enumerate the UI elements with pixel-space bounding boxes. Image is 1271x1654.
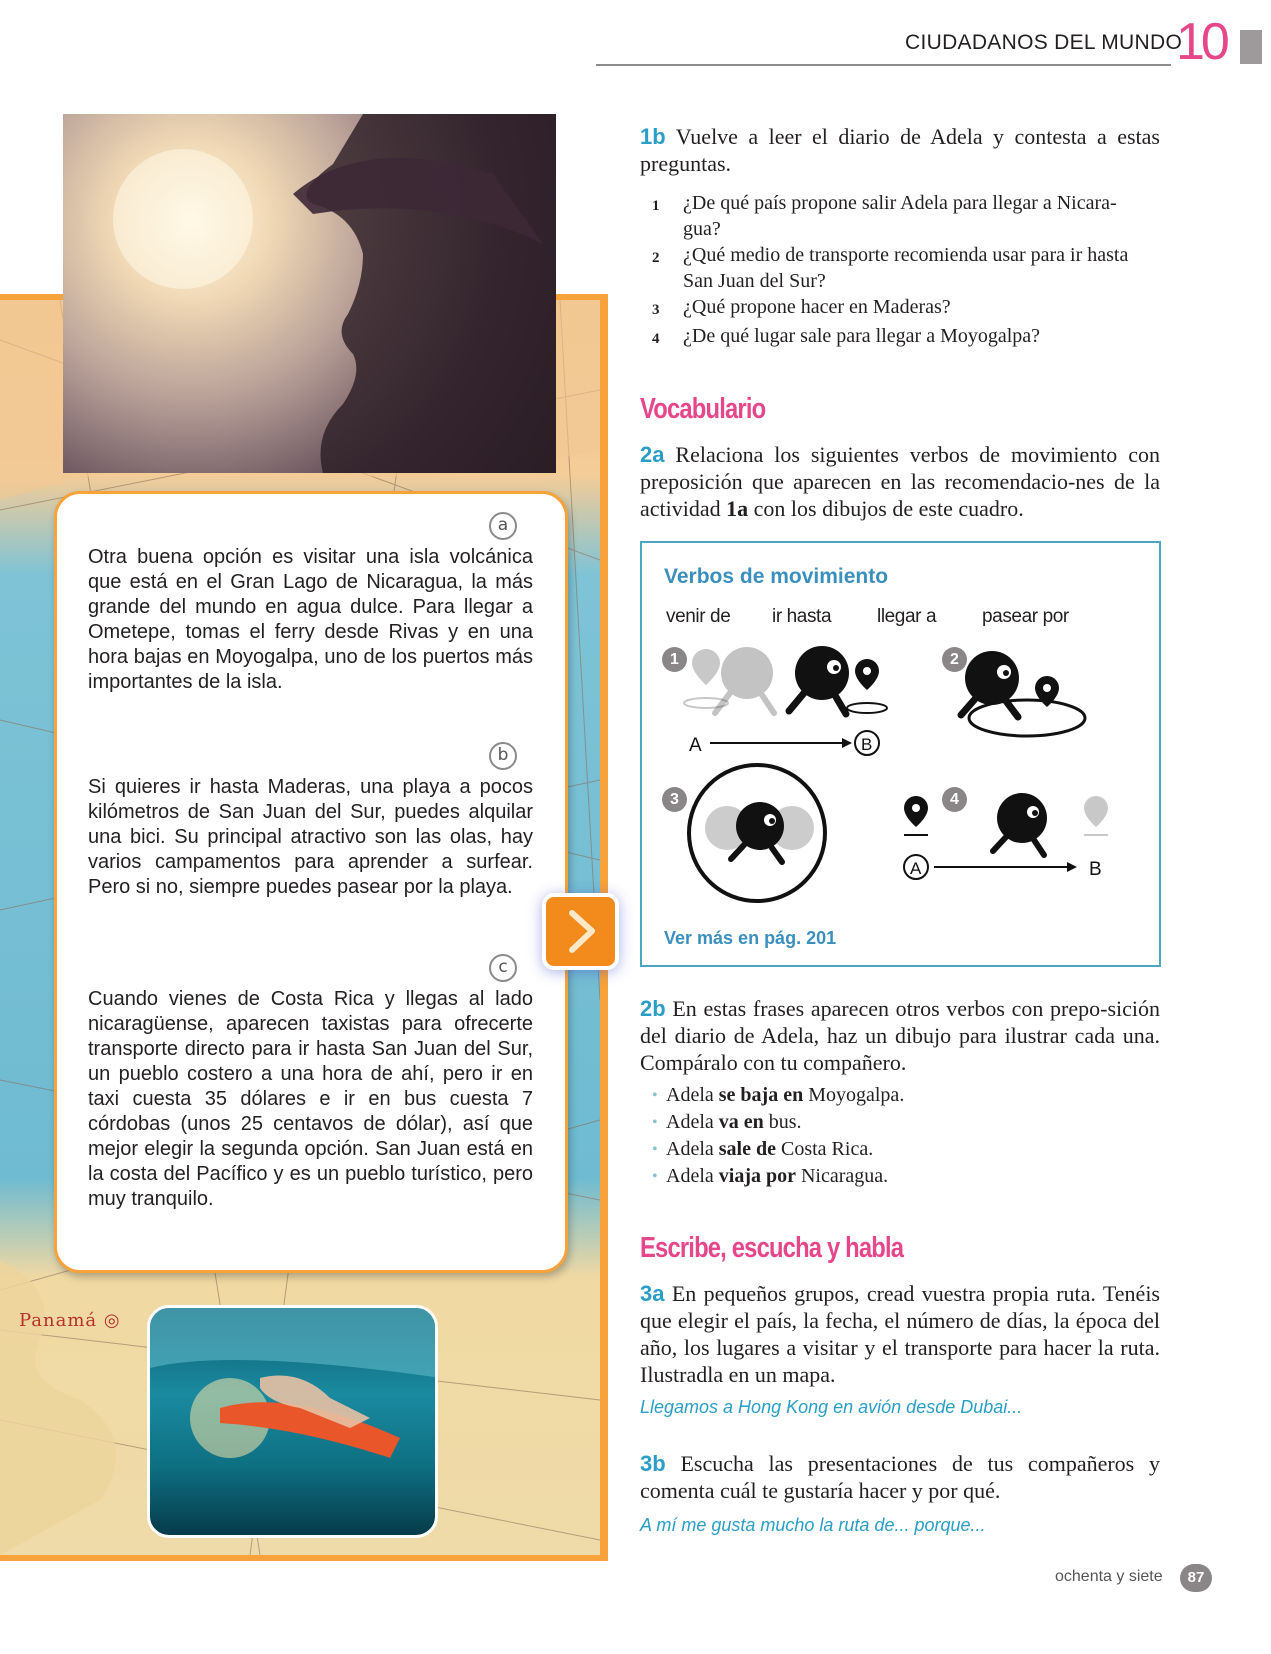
location-pin-icon [1084,796,1108,835]
activity-1b-instruction: 1b Vuelve a leer el diario de Adela y contesta a estas preguntas. [640,124,1160,176]
question-item: 4 ¿De qué lugar sale para llegar a Moyogalpa? [652,325,1041,347]
location-pin-icon [904,796,928,835]
location-pin-icon [847,659,887,713]
list-item: • Adela viaja por Nicaragua. [652,1165,889,1187]
label-a: A [689,735,702,756]
example-sentence: A mí me gusta mucho la ruta de... porque... [640,1515,986,1535]
photo-woman [63,114,556,473]
sentences-list [652,1082,1152,1190]
runner-icon [993,793,1047,855]
ghost-runner-icon [715,647,774,713]
photo-surfer [147,1305,438,1538]
paragraph-b-letter: b [489,742,517,770]
verb-option: ir hasta [772,606,832,627]
questions-list [652,190,1152,352]
section-title-vocabulario: Vocabulario [640,393,766,425]
section-title-escribe: Escribe, escucha y habla [640,1232,904,1264]
activity-3b-instruction: 3b Escucha las presentaciones de tus compañeros y comenta cuál te gustaría hacer y por qué. [640,1451,1160,1503]
paragraph-b: Si quieres ir hasta Maderas, una playa a pocos kilómetros de San Juan del Sur, puedes alquilar una bici. Su principal atractivo son las olas, hay varios campamentos para aprender a surfear. Pero si no, siempre puedes pasear por la playa. [88,776,533,898]
paragraph-a: Otra buena opción es visitar una isla volcánica que está en el Gran Lago de Nicaragua, la más grande del mundo en agua dulce. Para llegar a Ometepe, tomas el ferry desde Rivas y en una hora bajas en Moyogalpa, uno de los puertos más importantes de la isla. [88,546,533,693]
label-b-circled: B [861,735,873,754]
header-title: CIUDADANOS DEL MUNDO [905,31,1183,54]
location-pin-icon [684,649,728,708]
drawing-number: 2 [942,647,967,672]
verb-option: llegar a [877,606,937,627]
question-item: 3 ¿Qué propone hacer en Maderas? [652,296,951,318]
paragraph-a-letter: a [489,512,517,540]
drawing-number: 4 [942,787,967,812]
activity-3a-instruction: 3a En pequeños grupos, cread vuestra propia ruta. Tenéis que elegir el país, la fecha, el número de días, la época del año, los lugares a visitar y el transporte para hacer la ruta. Ilustradla en un mapa. [640,1281,1160,1387]
drawing-number: 3 [662,787,687,812]
next-arrow-button[interactable] [542,893,619,970]
activity-1b-number: 1b [640,124,666,149]
list-item: • Adela va en bus. [652,1111,802,1133]
header-rule [596,64,1171,66]
runner-icon [961,651,1019,717]
label-b: B [1089,859,1102,880]
activity-2a-instruction: 2a Relaciona los siguientes verbos de movimiento con preposición que aparecen en las recomendacio-nes de la actividad 1a con los dibujos de este cuadro. [640,442,1160,521]
footer-page-number: 87 [1180,1564,1212,1592]
question-item: 2 ¿Qué medio de transporte recomienda usar para ir hasta San Juan del Sur? [652,244,1129,292]
verbs-box [640,541,1161,967]
activity-2a-number: 2a [640,442,665,467]
list-item: • Adela sale de Costa Rica. [652,1138,874,1160]
text-card [54,491,568,1273]
verbs-drawings [642,543,1163,969]
activity-2b-instruction: 2b En estas frases aparecen otros verbos con prepo-sición del diario de Adela, haz un dibujo para ilustrar cada una. Compáralo con tu compañero. [640,996,1160,1075]
activity-3b-number: 3b [640,1451,666,1476]
example-sentence: Llegamos a Hong Kong en avión desde Dubai... [640,1397,1023,1417]
see-more-link[interactable]: Ver más en pág. 201 [664,928,837,948]
activity-3a-number: 3a [640,1281,665,1306]
chapter-tab [1240,30,1262,64]
runner-icon [789,646,849,714]
list-item: • Adela se baja en Moyogalpa. [652,1084,905,1106]
footer-page-words: ochenta y siete [1055,1568,1163,1585]
verbs-box-title: Verbos de movimiento [664,565,889,588]
verb-option: venir de [666,606,731,627]
chapter-number: 10 [1176,13,1226,71]
verb-option: pasear por [982,606,1069,627]
paragraph-c-letter: c [489,954,517,982]
activity-2b-number: 2b [640,996,666,1021]
chevron-right-icon [554,905,607,958]
label-a-circled: A [910,859,922,878]
question-item: 1 ¿De qué país propone salir Adela para llegar a Nicara-gua? [652,192,1117,240]
drawing-number: 1 [662,647,687,672]
map-label-panama: Panamá ◎ [19,1310,121,1331]
paragraph-c: Cuando vienes de Costa Rica y llegas al lado nicaragüense, aparecen taxistas para ofrecerte transporte directo para ir hasta San Juan del Sur, un pueblo costero a una hora de ahí, pero ir en taxi cuesta 35 dólares e ir en bus cuesta 7 córdobas (unos 25 centavos de dólar), así que mejor elegir la segunda opción. San Juan está en la costa del Pacífico y es un pueblo turístico, pero muy tranquilo. [88,988,533,1210]
